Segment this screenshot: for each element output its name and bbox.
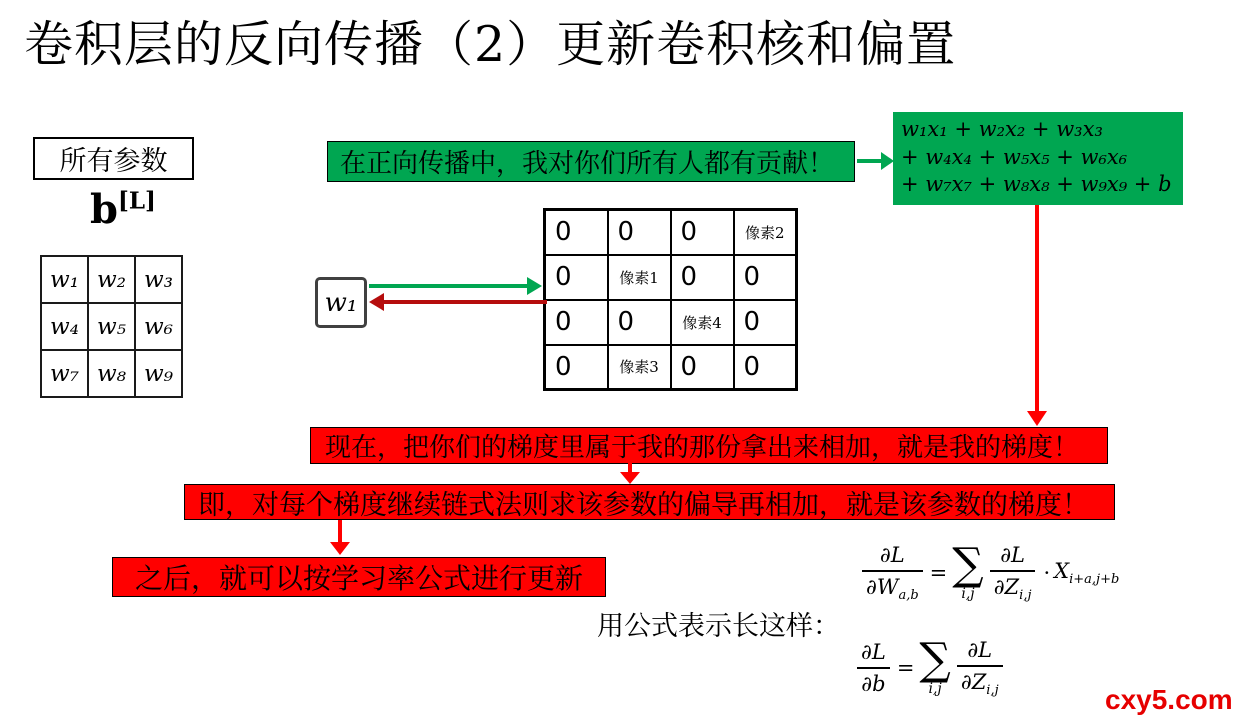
bias-base: b — [90, 186, 118, 233]
formula-line: + w₄x₄ + w₅x₅ + w₆x₆ — [901, 144, 1128, 169]
pixel-cell: 0 — [608, 300, 671, 345]
table-row — [41, 303, 182, 350]
formula-caption: 用公式表示长这样： — [597, 611, 840, 642]
gradient-sum-banner: 现在，把你们的梯度里属于我的那份拿出来相加，就是我的梯度！ — [310, 427, 1108, 464]
bias-symbol — [90, 186, 156, 233]
fraction: $\frac{\partial L}{\partial b}$ — [857, 640, 890, 696]
weight-gradient-formula: $\frac{\partial L}{\partial W_{a,b}}$ = ∑ i,j $\frac{\partial L}{\partial Z_{i,j}}$ · $X_{i+a,j+b}$ — [858, 543, 1119, 603]
red-arrow-down-icon — [1027, 411, 1047, 426]
pixel-cell: 0 — [734, 255, 797, 300]
bias-superscript: [L] — [117, 187, 156, 215]
kernel-cell: w₅ — [88, 303, 135, 350]
pixel-cell: 像素3 — [608, 345, 671, 390]
pixel-cell: 0 — [734, 345, 797, 390]
all-params-box: 所有参数 — [33, 137, 194, 180]
pixel-cell: 0 — [545, 210, 608, 255]
green-arrow-shaft — [857, 159, 883, 163]
sigma-symbol: ∑ i,j — [952, 539, 984, 602]
red-arrow-shaft — [1035, 205, 1039, 413]
table-row — [545, 300, 797, 345]
forward-green-arrow-right-icon — [527, 277, 542, 295]
red-arrow-shaft — [338, 520, 342, 543]
table-row — [41, 350, 182, 397]
pixel-cell: 0 — [671, 255, 734, 300]
sigma-symbol: ∑ i,j — [919, 634, 951, 697]
kernel-weight-table — [40, 255, 183, 398]
formula-line: + w₇x₇ + w₈x₈ + w₉x₉ + b — [901, 172, 1172, 197]
table-row — [545, 345, 797, 390]
watermark: cxy5.com — [1105, 684, 1233, 715]
kernel-cell: w₁ — [41, 256, 88, 303]
pixel-cell: 0 — [545, 345, 608, 390]
kernel-cell: w₉ — [135, 350, 182, 397]
kernel-cell: w₂ — [88, 256, 135, 303]
convolution-formula-box — [893, 112, 1183, 205]
backward-red-arrow-left-icon — [369, 293, 384, 311]
kernel-cell: w₈ — [88, 350, 135, 397]
factor-term: $X_{i+a,j+b}$ — [1054, 559, 1120, 588]
pixel-cell: 0 — [545, 300, 608, 345]
pixel-cell: 像素1 — [608, 255, 671, 300]
table-row — [545, 210, 797, 255]
kernel-cell: w₇ — [41, 350, 88, 397]
learning-rate-update-banner: 之后，就可以按学习率公式进行更新 — [112, 557, 606, 597]
fraction: $\frac{\partial L}{\partial W_{a,b}}$ — [862, 543, 923, 603]
kernel-cell: w₃ — [135, 256, 182, 303]
pixel-cell: 0 — [734, 300, 797, 345]
pixel-cell: 0 — [671, 210, 734, 255]
bias-gradient-formula: $\frac{\partial L}{\partial b}$ = ∑ i,j $\frac{\partial L}{\partial Z_{i,j}}$ — [853, 638, 1007, 698]
output-pixel-table — [543, 208, 798, 391]
pixel-cell: 0 — [671, 345, 734, 390]
table-row — [545, 255, 797, 300]
backward-red-arrow-shaft — [384, 300, 547, 304]
pixel-cell: 像素4 — [671, 300, 734, 345]
pixel-cell: 0 — [608, 210, 671, 255]
kernel-cell: w₆ — [135, 303, 182, 350]
forward-green-arrow-shaft — [369, 284, 529, 288]
forward-pass-banner: 在正向传播中，我对你们所有人都有贡献！ — [327, 141, 855, 182]
fraction: $\frac{\partial L}{\partial Z_{i,j}}$ — [990, 543, 1036, 603]
w1-weight-box: w₁ — [315, 277, 367, 328]
kernel-cell: w₄ — [41, 303, 88, 350]
slide-title: 卷积层的反向传播（2）更新卷积核和偏置 — [24, 16, 957, 73]
pixel-cell: 像素2 — [734, 210, 797, 255]
pixel-cell: 0 — [545, 255, 608, 300]
red-arrow-down-icon — [330, 542, 350, 555]
table-row — [41, 256, 182, 303]
chain-rule-banner: 即，对每个梯度继续链式法则求该参数的偏导再相加，就是该参数的梯度！ — [184, 484, 1115, 520]
fraction: $\frac{\partial L}{\partial Z_{i,j}}$ — [957, 638, 1003, 698]
formula-line: w₁x₁ + w₂x₂ + w₃x₃ — [901, 117, 1103, 141]
